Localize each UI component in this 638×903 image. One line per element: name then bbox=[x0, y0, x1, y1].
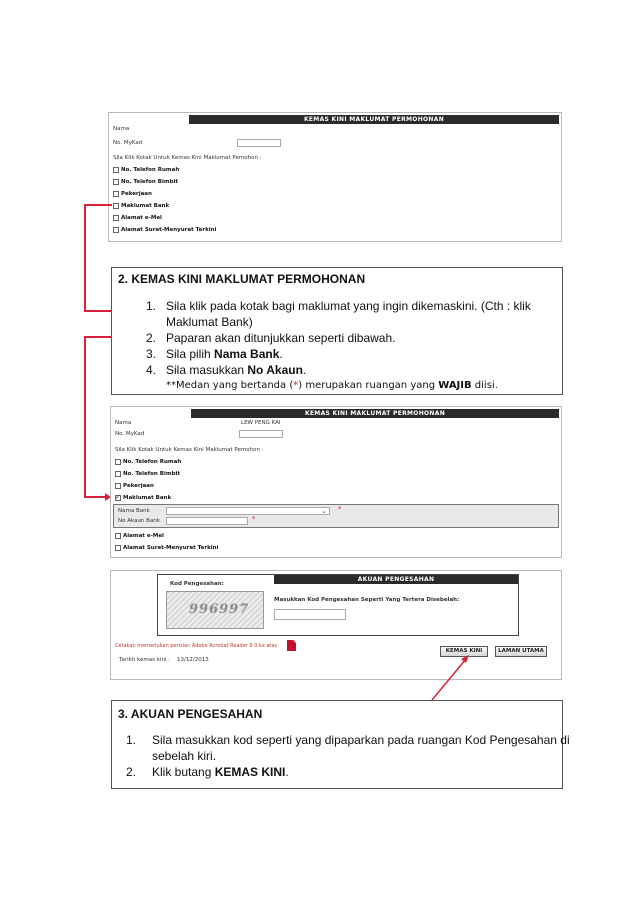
screenshot-update-form-initial bbox=[108, 112, 562, 242]
step-text: Maklumat Bank) bbox=[166, 315, 253, 329]
checkbox-pekerjaan[interactable] bbox=[113, 191, 119, 197]
mykad-field[interactable] bbox=[237, 139, 281, 147]
chevron-down-icon: ⌄ bbox=[321, 507, 327, 515]
kod-label: Kod Pengesahan: bbox=[170, 581, 224, 587]
step-text-part: . bbox=[279, 347, 283, 361]
nama-label: Nama bbox=[113, 126, 130, 132]
option-label: No. Telefon Rumah bbox=[121, 167, 180, 173]
step-number: 4. bbox=[146, 363, 157, 377]
option-label: Alamat e-Mel bbox=[121, 215, 162, 221]
nama-bank-select[interactable] bbox=[166, 507, 330, 515]
checkbox-maklumat-bank[interactable] bbox=[113, 203, 119, 209]
screenshot-akuan-pengesahan bbox=[110, 570, 562, 680]
note-part: **Medan yang bertanda ( bbox=[166, 380, 294, 391]
checkbox-telefon-bimbit[interactable] bbox=[115, 471, 121, 477]
adobe-note: Cetakan memerlukan perisian Adobe Acrobat Reader 9.0 ke atas bbox=[115, 643, 278, 649]
step-text-part: . bbox=[285, 765, 289, 779]
no-akaun-label: No Akaun Bank bbox=[118, 518, 160, 524]
note-part: diisi. bbox=[471, 380, 498, 391]
step-text-bold: Nama Bank bbox=[214, 347, 280, 361]
note-star: * bbox=[293, 380, 299, 391]
required-star: * bbox=[252, 515, 256, 523]
step-text-bold: KEMAS KINI bbox=[214, 765, 286, 779]
checkbox-telefon-bimbit[interactable] bbox=[113, 179, 119, 185]
captcha-instruction: Masukkan Kod Pengesahan Seperti Yang Tertera Disebelah: bbox=[274, 597, 460, 603]
captcha-text: 996997 bbox=[189, 602, 250, 617]
connector-arrow bbox=[428, 652, 488, 702]
option-label: No. Telefon Bimbit bbox=[121, 179, 179, 185]
note-part: ) merupakan ruangan yang bbox=[298, 380, 439, 391]
instruction-box-step-3 bbox=[111, 700, 570, 789]
verification-panel bbox=[157, 574, 519, 636]
step-number: 2. bbox=[146, 331, 157, 345]
step-text-bold: No Akaun bbox=[247, 363, 303, 377]
option-label: Pekerjaan bbox=[121, 191, 152, 197]
form-title-bar: KEMAS KINI MAKLUMAT PERMOHONAN bbox=[189, 115, 559, 124]
step-number: 1. bbox=[126, 733, 137, 747]
section-title: 2. KEMAS KINI MAKLUMAT PERMOHONAN bbox=[118, 272, 366, 286]
bank-details-panel bbox=[113, 504, 559, 528]
step-text-part: Sila masukkan bbox=[166, 363, 248, 377]
instruction-box-step-2 bbox=[111, 267, 563, 395]
note-bold: WAJIB bbox=[438, 380, 472, 391]
nama-value: LEW PENG KAI bbox=[241, 420, 281, 426]
nama-bank-label: Nama Bank bbox=[118, 508, 150, 514]
nama-label: Nama bbox=[115, 420, 132, 426]
step-text bbox=[166, 363, 306, 377]
option-label: Pekerjaan bbox=[123, 483, 154, 489]
step-text bbox=[152, 765, 289, 779]
checkbox-alamat-emel[interactable] bbox=[113, 215, 119, 221]
option-label: No. Telefon Bimbit bbox=[123, 471, 181, 477]
step-text-part: Sila pilih bbox=[166, 347, 215, 361]
step-number: 1. bbox=[146, 299, 157, 313]
mykad-label: No. MyKad bbox=[113, 140, 143, 146]
checkbox-telefon-rumah[interactable] bbox=[115, 459, 121, 465]
connector-line bbox=[84, 310, 112, 312]
mandatory-note bbox=[166, 380, 498, 391]
checkbox-maklumat-bank[interactable] bbox=[115, 495, 121, 501]
connector-line bbox=[84, 336, 86, 498]
form-title-bar: KEMAS KINI MAKLUMAT PERMOHONAN bbox=[191, 409, 559, 418]
update-prompt: Sila Klik Kotak Untuk Kemas Kini Maklumat Pemohon : bbox=[113, 155, 262, 161]
option-label: Alamat Surat-Menyurat Terkini bbox=[123, 545, 219, 551]
pdf-icon[interactable] bbox=[287, 640, 296, 651]
tarikh-value: 13/12/2013 bbox=[177, 657, 209, 663]
step-text-part: Klik butang bbox=[152, 765, 215, 779]
step-number: 3. bbox=[146, 347, 157, 361]
checkbox-telefon-rumah[interactable] bbox=[113, 167, 119, 173]
tarikh-label: Tarikh kemas kini : bbox=[119, 657, 171, 663]
checkbox-alamat-surat[interactable] bbox=[113, 227, 119, 233]
step-text: Sila klik pada kotak bagi maklumat yang ingin dikemaskini. (Cth : klik bbox=[166, 299, 531, 313]
checkbox-alamat-emel[interactable] bbox=[115, 533, 121, 539]
connector-line bbox=[84, 204, 112, 206]
checkbox-pekerjaan[interactable] bbox=[115, 483, 121, 489]
option-label: Maklumat Bank bbox=[123, 495, 172, 501]
step-text: Sila masukkan kod seperti yang dipaparkan pada ruangan Kod Pengesahan di bbox=[152, 733, 570, 747]
option-label: Alamat e-Mel bbox=[123, 533, 164, 539]
connector-line bbox=[84, 336, 112, 338]
screenshot-update-form-bank bbox=[110, 406, 562, 558]
checkbox-alamat-surat[interactable] bbox=[115, 545, 121, 551]
step-text-part: . bbox=[302, 363, 307, 377]
no-akaun-input[interactable] bbox=[166, 517, 248, 525]
mykad-field[interactable] bbox=[239, 430, 283, 438]
mykad-label: No. MyKad bbox=[115, 431, 145, 437]
step-number: 2. bbox=[126, 765, 137, 779]
step-text: Paparan akan ditunjukkan seperti dibawah. bbox=[166, 331, 396, 345]
connector-line bbox=[84, 204, 86, 312]
update-prompt: Sila Klik Kotak Untuk Kemas Kini Maklumat Pemohon : bbox=[115, 447, 264, 453]
step-text bbox=[166, 347, 283, 361]
captcha-input[interactable] bbox=[274, 609, 346, 620]
section-title: 3. AKUAN PENGESAHAN bbox=[118, 707, 263, 721]
laman-utama-button[interactable]: LAMAN UTAMA bbox=[495, 646, 547, 657]
option-label: Maklumat Bank bbox=[121, 203, 170, 209]
step-text: sebelah kiri. bbox=[152, 749, 217, 763]
option-label: Alamat Surat-Menyurat Terkini bbox=[121, 227, 217, 233]
kemas-kini-button[interactable]: KEMAS KINI bbox=[440, 646, 488, 657]
option-label: No. Telefon Rumah bbox=[123, 459, 182, 465]
captcha-image bbox=[166, 591, 264, 629]
required-star: * bbox=[338, 505, 342, 513]
verification-title-bar: AKUAN PENGESAHAN bbox=[274, 575, 518, 584]
